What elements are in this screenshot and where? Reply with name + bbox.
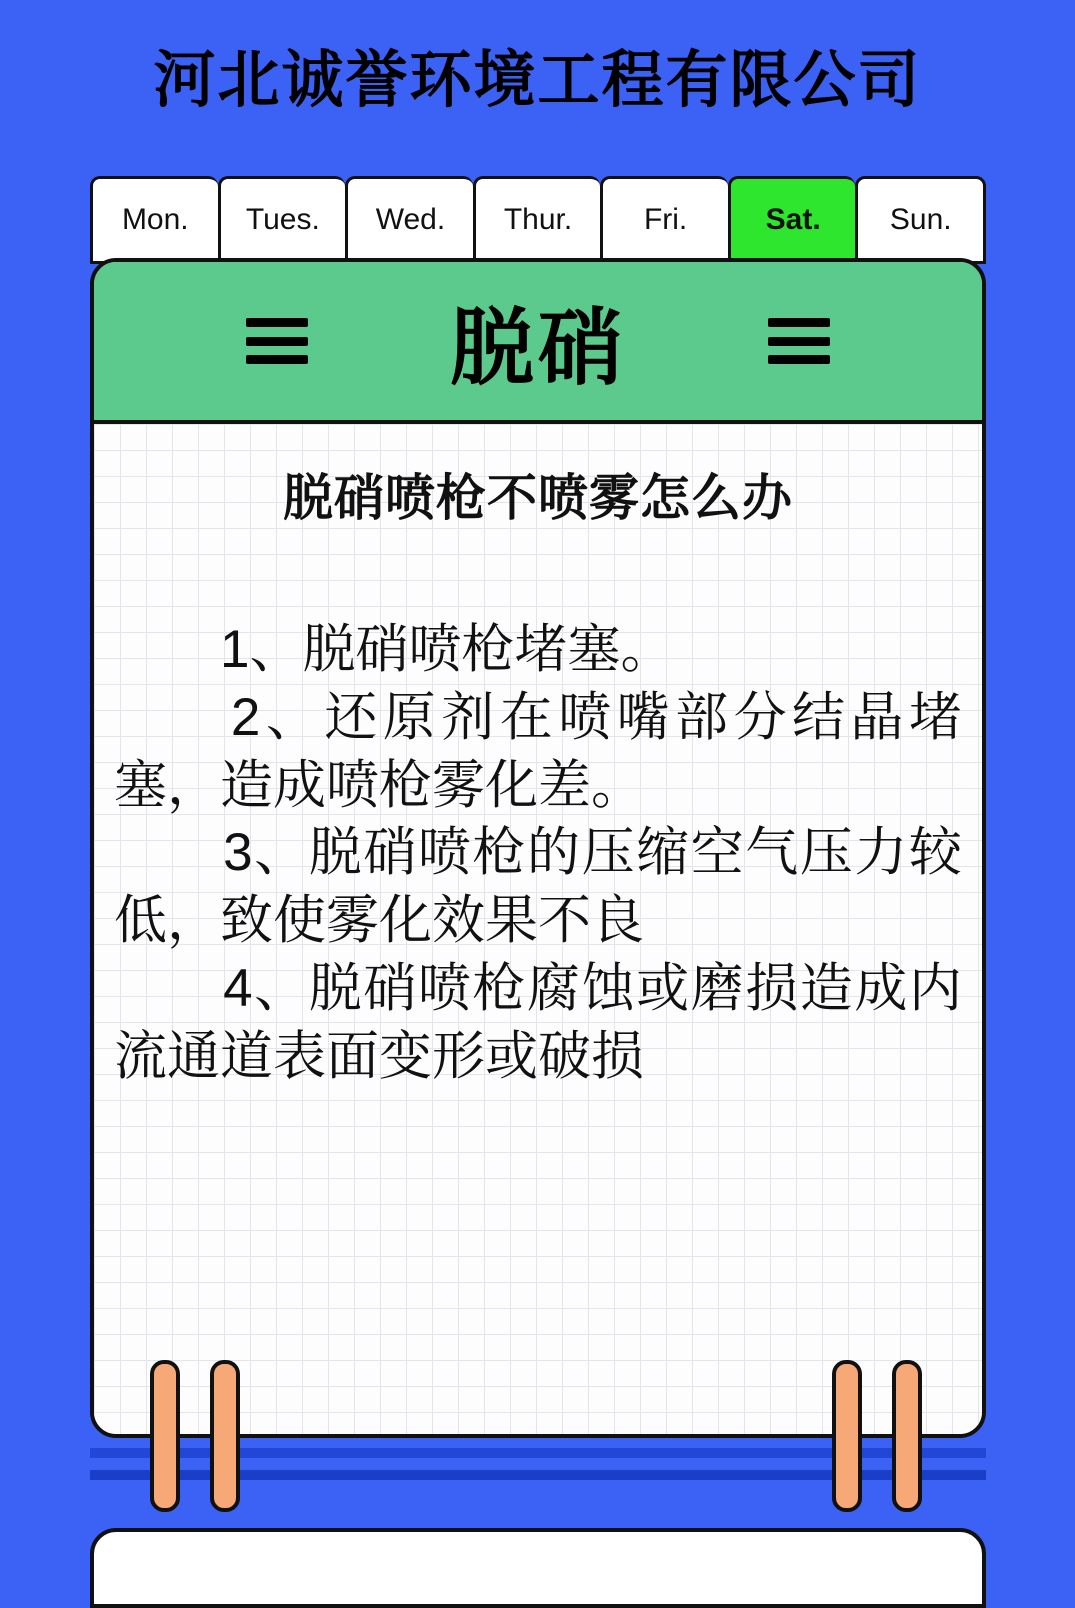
notebook-header [94, 262, 982, 424]
binder-band-top [90, 1448, 986, 1458]
document-line-3: 3、脱硝喷枪的压缩空气压力较低，致使雾化效果不良 [114, 823, 962, 951]
notebook-card [90, 258, 986, 1438]
document-body [114, 616, 962, 1091]
day-tab-sat[interactable]: Sat. [728, 176, 856, 264]
day-tab-fri[interactable]: Fri. [600, 176, 728, 264]
binder-band-bottom [90, 1470, 986, 1480]
day-tab-sun[interactable]: Sun. [855, 176, 986, 264]
hamburger-menu-icon-left[interactable] [246, 318, 308, 364]
notebook-paper [94, 424, 982, 1434]
day-tab-wed[interactable]: Wed. [345, 176, 473, 264]
day-tab-tues[interactable]: Tues. [218, 176, 346, 264]
notebook-card-next [90, 1528, 986, 1608]
document-line-2: 2、还原剂在喷嘴部分结晶堵塞，造成喷枪雾化差。 [114, 687, 962, 815]
hamburger-menu-icon-right[interactable] [768, 318, 830, 364]
document-line-1: 1、脱硝喷枪堵塞。 [114, 620, 674, 679]
document-line-4: 4、脱硝喷枪腐蚀或磨损造成内流通道表面变形或破损 [114, 959, 962, 1086]
document-title: 脱硝喷枪不喷雾怎么办 [283, 470, 793, 526]
day-tab-thur[interactable]: Thur. [473, 176, 601, 264]
day-tab-mon[interactable]: Mon. [90, 176, 218, 264]
company-title: 河北诚誉环境工程有限公司 [153, 47, 922, 115]
day-tabs [90, 176, 986, 264]
notebook-title: 脱硝 [449, 300, 626, 395]
